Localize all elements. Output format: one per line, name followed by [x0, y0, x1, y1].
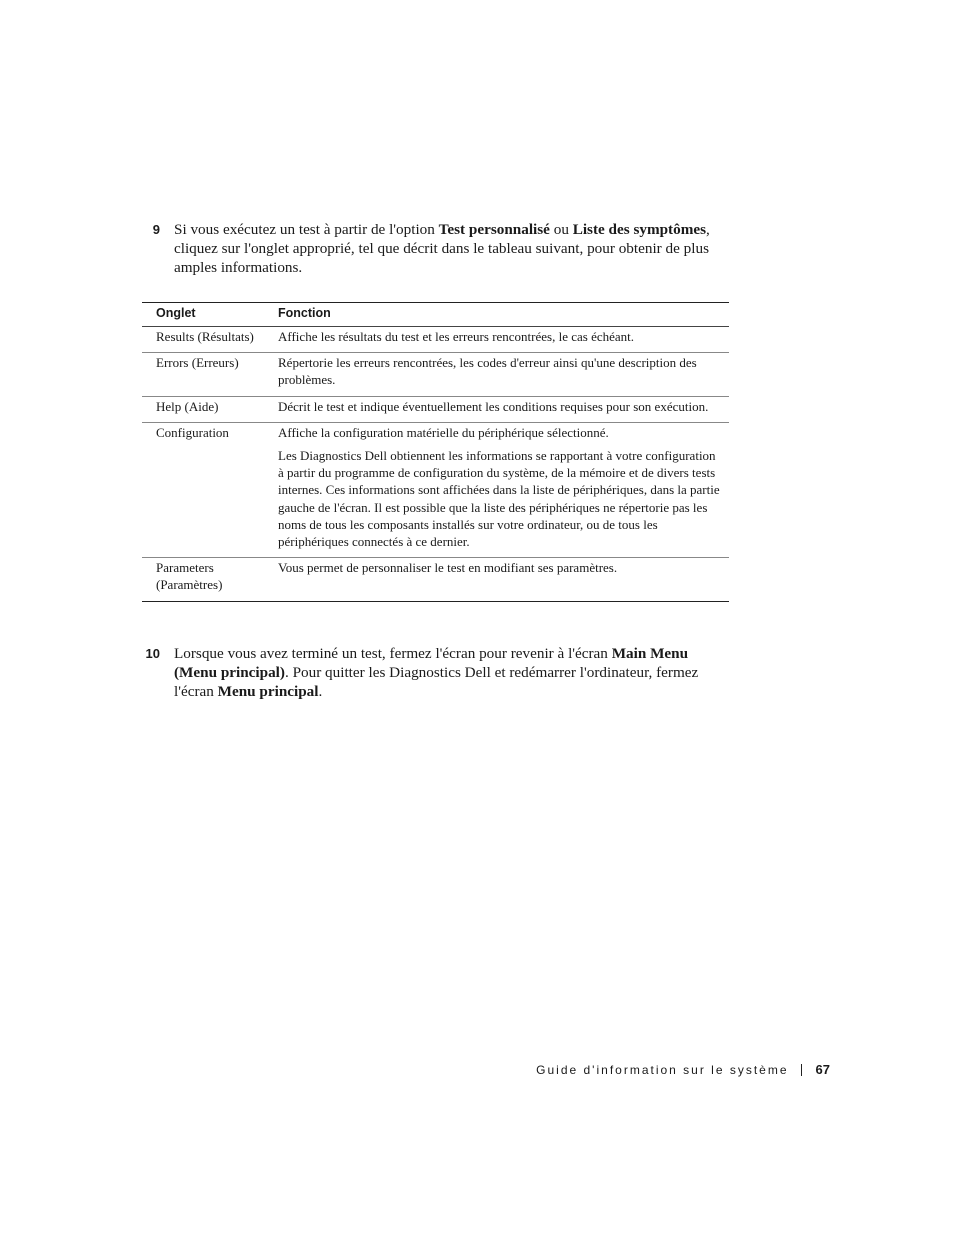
function-text: Affiche les résultats du test et les erreurs rencontrées, le cas échéant. [278, 329, 635, 344]
step-text-part: , cliquez sur l'onglet approprié, tel que décrit dans le tableau suivant, pour obtenir de plus amples informations. [174, 221, 710, 276]
function-text: Affiche la configuration matérielle du périphérique sélectionné. [278, 424, 609, 440]
table-header [142, 303, 729, 327]
function-text: Les Diagnostics Dell obtiennent les informations se rapportant à votre configuration à partir du programme de configuration du système, de la mémoire et de divers tests internes. Ces informations sont affichées dans la liste de périphériques, dans la partie gauche de l'écran. Il est possible que la liste des périphériques ne répertorie pas les noms de tous les composants installés sur votre ordinateur, ou de tous les périphériques connectés à ce dernier. [278, 448, 720, 550]
tab-function [278, 397, 729, 422]
function-text: Décrit le test et indique éventuellement les conditions requises pour son exécution. [278, 398, 709, 414]
function-text: Vous permet de personnaliser le test en modifiant ses paramètres. [278, 560, 618, 576]
tab-name: Results (Résultats) [156, 329, 254, 344]
step-text-part: Lorsque vous avez terminé un test, fermez l'écran pour revenir à l'écran [174, 645, 612, 662]
header-fonction: Fonction [278, 306, 331, 320]
option-liste-symptomes: Liste des symptômes [572, 221, 707, 238]
tab-function [278, 423, 729, 557]
tabs-table [142, 302, 729, 602]
tab-name: Errors (Erreurs) [156, 355, 239, 371]
function-text: Répertorie les erreurs rencontrées, les codes d'erreur ainsi qu'une description des problèmes. [278, 355, 697, 388]
table-row [142, 397, 729, 423]
step-text [174, 220, 730, 277]
step-text [174, 644, 730, 701]
table-row [142, 423, 729, 558]
tab-name: Configuration [156, 424, 229, 440]
step-number: 10 [145, 646, 160, 661]
option-test-personnalise: Test personnalisé [438, 221, 550, 238]
screen-main-menu: Main Menu (Menu principal) [174, 645, 689, 681]
table-row [142, 558, 729, 600]
footer-title: Guide d'information sur le système [536, 1062, 789, 1077]
table-row [142, 327, 729, 353]
step-text-part: ou [549, 221, 573, 238]
page-footer [536, 1062, 830, 1077]
step-text-part: Si vous exécutez un test à partir de l'option [174, 221, 439, 238]
tab-function [278, 327, 729, 352]
tab-function [278, 558, 729, 600]
tab-function [278, 353, 729, 395]
step-text-part: . Pour quitter les Diagnostics Dell et redémarrer l'ordinateur, fermez l'écran [174, 664, 699, 700]
table-row [142, 353, 729, 396]
step-text-part: . [318, 683, 323, 700]
screen-menu-principal: Menu principal [217, 683, 319, 700]
tab-name: Help (Aide) [156, 398, 219, 414]
footer-divider [801, 1064, 802, 1076]
header-onglet: Onglet [156, 306, 196, 320]
page-number: 67 [815, 1062, 830, 1077]
step-number: 9 [152, 222, 160, 237]
tab-name: Parameters (Paramètres) [156, 560, 223, 593]
